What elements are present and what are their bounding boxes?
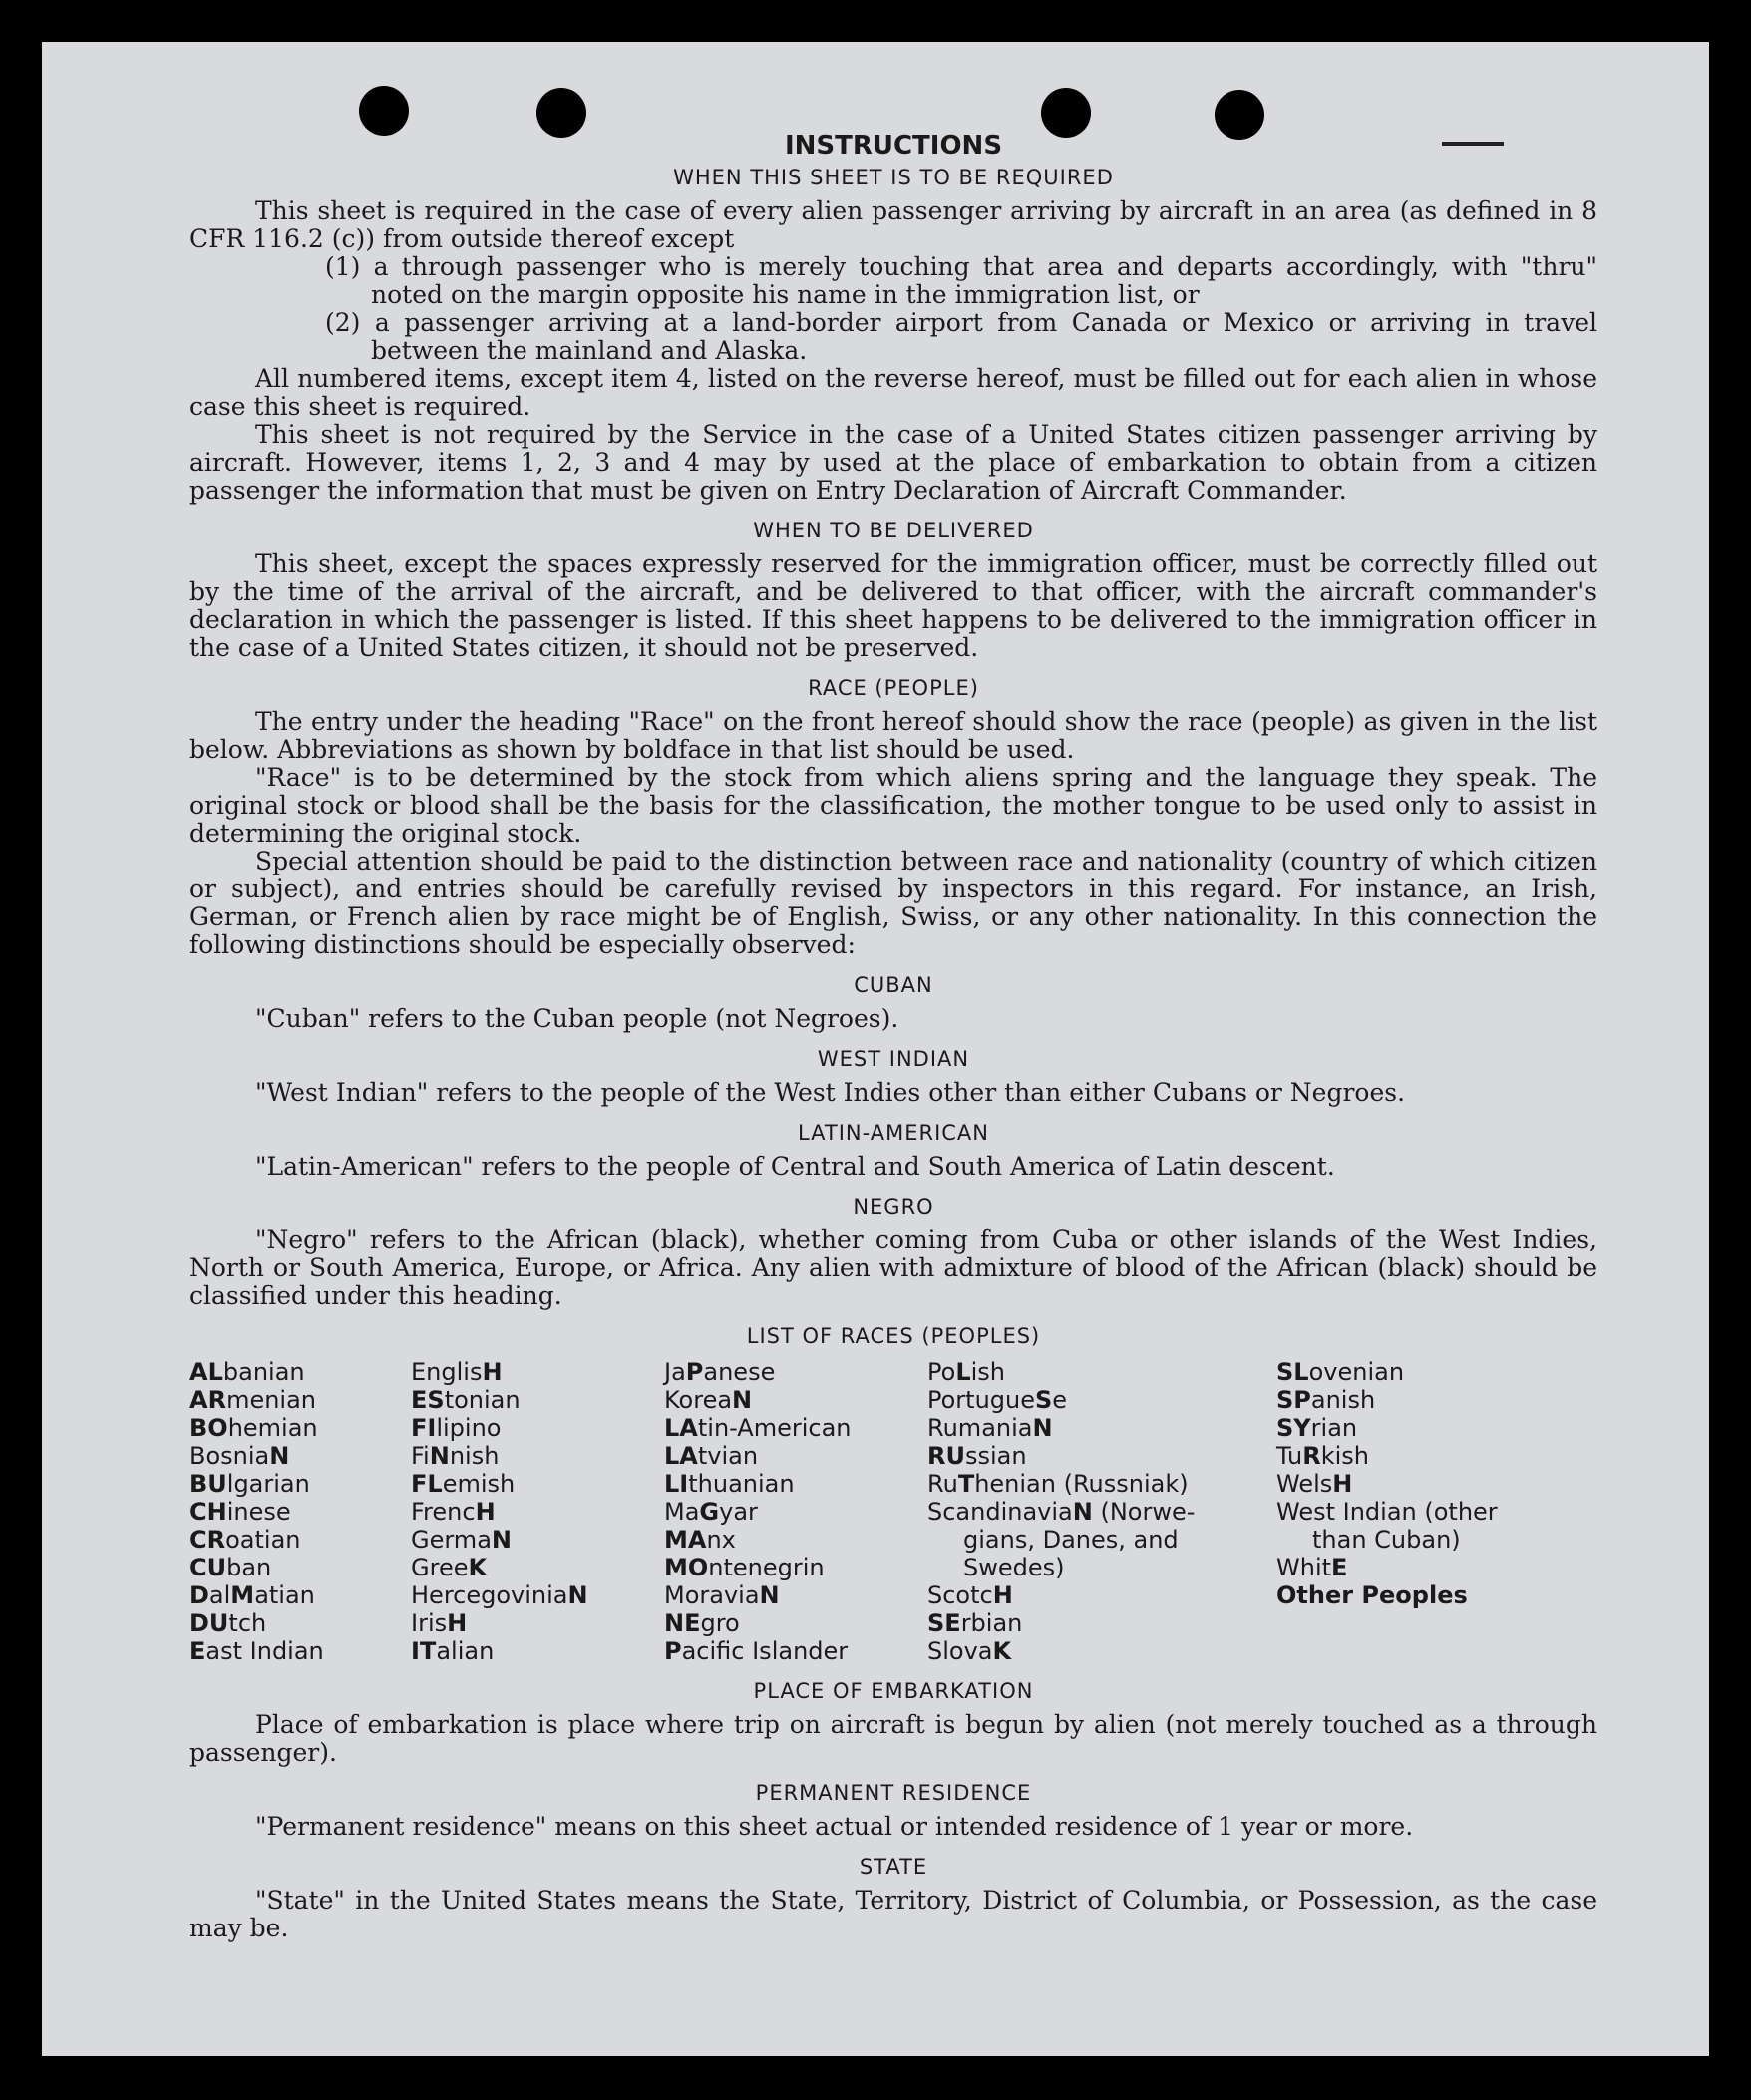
race-entry: GermaN xyxy=(411,1526,512,1554)
race-entry: HercegoviniaN xyxy=(411,1581,588,1609)
race-column xyxy=(664,1358,927,1665)
race-entry: Pacific Islander xyxy=(664,1637,849,1665)
heading-west-indian: WEST INDIAN xyxy=(817,1047,970,1071)
race-entry: MaGyar xyxy=(664,1498,758,1526)
race-column xyxy=(927,1358,1276,1665)
race-entry: PortugueSe xyxy=(927,1386,1068,1414)
race-entry: EnglisH xyxy=(411,1358,503,1386)
heading-state: STATE xyxy=(859,1855,928,1879)
heading-negro: NEGRO xyxy=(853,1195,934,1219)
heading-embarkation: PLACE OF EMBARKATION xyxy=(753,1679,1034,1703)
race-entry: SErbian xyxy=(927,1609,1023,1637)
race-entry: RUssian xyxy=(927,1442,1027,1470)
punch-hole xyxy=(359,86,409,136)
race-entry: KoreaN xyxy=(664,1386,753,1414)
race-entry: ALbanian xyxy=(189,1358,305,1386)
race-entry: FIlipino xyxy=(411,1414,502,1442)
race-entry: BUlgarian xyxy=(189,1470,310,1498)
paragraph: This sheet is required in the case of every alien passenger arriving by aircraft in an area (as defined in 8 CFR 116.2 (c)) from outside thereof except xyxy=(189,196,1597,253)
race-entry: gians, Danes, and xyxy=(963,1526,1179,1554)
race-entry: ScandinaviaN (Norwe- xyxy=(927,1498,1196,1526)
heading-race: RACE (PEOPLE) xyxy=(808,676,979,700)
instructions-content xyxy=(189,132,1597,1942)
heading-latin-american: LATIN-AMERICAN xyxy=(797,1121,990,1145)
race-entry: ScotcH xyxy=(927,1581,1013,1609)
race-entry: CUban xyxy=(189,1554,272,1581)
race-entry: East Indian xyxy=(189,1637,324,1665)
race-entry: than Cuban) xyxy=(1312,1526,1461,1554)
race-entry: EStonian xyxy=(411,1386,521,1414)
race-entry: DUtch xyxy=(189,1609,267,1637)
race-entry: JaPanese xyxy=(664,1358,776,1386)
punch-hole xyxy=(536,88,586,138)
race-entry: BosniaN xyxy=(189,1442,290,1470)
race-entry: BOhemian xyxy=(189,1414,318,1442)
race-entry: CRoatian xyxy=(189,1526,301,1554)
paragraph: "Negro" refers to the African (black), whether coming from Cuba or other islands of the West Indies, North or South America, Europe, or Africa. Any alien with admixture of blood of the African (black) should be classified under this heading. xyxy=(189,1225,1597,1310)
paragraph: "West Indian" refers to the people of the West Indies other than either Cubans or Negroes. xyxy=(255,1078,1406,1107)
paragraph: Place of embarkation is place where trip on aircraft is begun by alien (not merely touched as a through passenger). xyxy=(189,1710,1597,1767)
race-entry: LAtin-American xyxy=(664,1414,852,1442)
paragraph: "Cuban" refers to the Cuban people (not Negroes). xyxy=(255,1004,899,1033)
paragraph: This sheet, except the spaces expressly reserved for the immigration officer, must be correctly filled out by the time of the arrival of the aircraft, and be delivered to that officer, with the aircraft commander's declaration in which the passenger is listed. If this sheet happens to be delivered to the immigration officer in the case of a United States citizen, it should not be preserved. xyxy=(189,549,1597,662)
race-entry: FLemish xyxy=(411,1470,516,1498)
race-entry: ARmenian xyxy=(189,1386,317,1414)
race-entry: SLovenian xyxy=(1276,1358,1405,1386)
document-sheet xyxy=(42,42,1709,2056)
race-entry: ITalian xyxy=(411,1637,495,1665)
paragraph: "Latin-American" refers to the people of Central and South America of Latin descent. xyxy=(255,1152,1335,1181)
list-item: (2) a passenger arriving at a land-border airport from Canada or Mexico or arriving in travel between the mainland and Alaska. xyxy=(325,308,1597,365)
race-entry: GreeK xyxy=(411,1554,488,1581)
race-entry: IrisH xyxy=(411,1609,468,1637)
heading-list-of-races: LIST OF RACES (PEOPLES) xyxy=(746,1324,1041,1348)
race-entry: LAtvian xyxy=(664,1442,759,1470)
race-entry: TuRkish xyxy=(1276,1442,1369,1470)
race-column xyxy=(1276,1358,1597,1665)
paragraph: "Permanent residence" means on this sheet actual or intended residence of 1 year or more. xyxy=(255,1812,1414,1841)
paragraph: "Race" is to be determined by the stock from which aliens spring and the language they speak. The original stock or blood shall be the basis for the classification, the mother tongue to be used only to assist in determining the original stock. xyxy=(189,763,1597,848)
race-list xyxy=(189,1358,1597,1665)
race-entry: West Indian (other xyxy=(1276,1498,1498,1526)
race-entry: Swedes) xyxy=(963,1554,1065,1581)
race-entry: NEgro xyxy=(664,1609,740,1637)
race-entry: FiNnish xyxy=(411,1442,500,1470)
heading-when-delivered: WHEN TO BE DELIVERED xyxy=(753,519,1034,542)
race-entry: PoLish xyxy=(927,1358,1005,1386)
race-entry: LIthuanian xyxy=(664,1470,795,1498)
race-entry: CHinese xyxy=(189,1498,291,1526)
race-entry: RumaniaN xyxy=(927,1414,1053,1442)
race-entry: WhitE xyxy=(1276,1554,1348,1581)
race-entry: MoraviaN xyxy=(664,1581,780,1609)
race-entry: SlovaK xyxy=(927,1637,1012,1665)
heading-cuban: CUBAN xyxy=(854,973,933,997)
race-column xyxy=(411,1358,664,1665)
list-item: (1) a through passenger who is merely touching that area and departs accordingly, with "thru" noted on the margin opposite his name in the immigration list, or xyxy=(325,252,1597,309)
page-title: INSTRUCTIONS xyxy=(784,131,1003,161)
race-entry: RuThenian (Russniak) xyxy=(927,1470,1189,1498)
race-entry: WelsH xyxy=(1276,1470,1353,1498)
race-entry: Other Peoples xyxy=(1276,1581,1468,1609)
race-entry: SYrian xyxy=(1276,1414,1358,1442)
paragraph: All numbered items, except item 4, listed on the reverse hereof, must be filled out for each alien in whose case this sheet is required. xyxy=(189,364,1597,421)
race-entry: MOntenegrin xyxy=(664,1554,825,1581)
race-entry: DalMatian xyxy=(189,1581,315,1609)
heading-permanent-residence: PERMANENT RESIDENCE xyxy=(755,1781,1032,1805)
race-entry: FrencH xyxy=(411,1498,496,1526)
paragraph: Special attention should be paid to the distinction between race and nationality (country of which citizen or subject), and entries should be carefully revised by inspectors in this regard. For instance, an Irish, German, or French alien by race might be of English, Swiss, or any other nationality. In this connection the following distinctions should be especially observed: xyxy=(189,847,1597,959)
punch-hole xyxy=(1041,88,1091,138)
paragraph: This sheet is not required by the Service in the case of a United States citizen passenger arriving by aircraft. However, items 1, 2, 3 and 4 may by used at the place of embarkation to obtain from a citizen passenger the information that must be given on Entry Declaration of Aircraft Commander. xyxy=(189,420,1597,505)
race-entry: MAnx xyxy=(664,1526,736,1554)
race-column xyxy=(189,1358,411,1665)
race-entry: SPanish xyxy=(1276,1386,1376,1414)
heading-when-required: WHEN THIS SHEET IS TO BE REQUIRED xyxy=(673,166,1114,189)
paragraph: "State" in the United States means the State, Territory, District of Columbia, or Possession, as the case may be. xyxy=(189,1886,1597,1942)
paragraph: The entry under the heading "Race" on the front hereof should show the race (people) as given in the list below. Abbreviations as shown by boldface in that list should be used. xyxy=(189,707,1597,764)
